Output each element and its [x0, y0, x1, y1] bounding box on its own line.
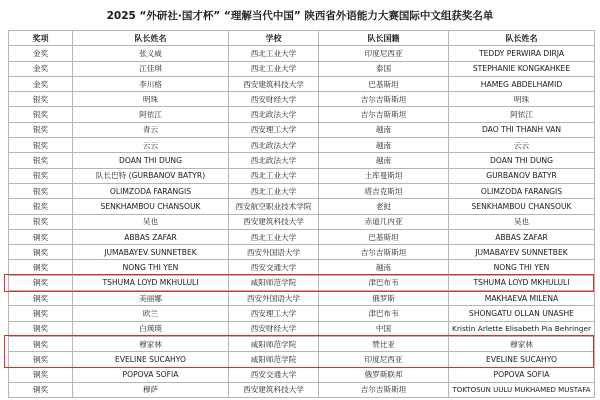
table-row [9, 275, 595, 290]
captain-name-alt-cell: 阿依江 [449, 107, 595, 122]
table-row [9, 306, 595, 321]
header-school: 学校 [229, 31, 319, 46]
captain-name-cell: 张义威 [73, 46, 229, 61]
captain-name-alt-cell: HAMEG ABDELHAMID [449, 76, 595, 91]
nationality-cell: 巴基斯坦 [319, 76, 449, 91]
captain-name-alt-cell: 云云 [449, 138, 595, 153]
table-row [9, 229, 595, 244]
header-captain-name: 队长姓名 [73, 31, 229, 46]
nationality-cell: 印度尼西亚 [319, 352, 449, 367]
nationality-cell: 巴基斯坦 [319, 229, 449, 244]
table-row [9, 122, 595, 137]
header-captain-name-alt: 队长姓名 [449, 31, 595, 46]
award-cell: 银奖 [9, 138, 73, 153]
captain-name-alt-cell: SENKHAMBOU CHANSOUK [449, 199, 595, 214]
school-cell: 西安理工大学 [229, 306, 319, 321]
school-cell: 西北政法大学 [229, 153, 319, 168]
captain-name-alt-cell: NONG THI YEN [449, 260, 595, 275]
school-cell: 咸阳师范学院 [229, 336, 319, 351]
nationality-cell: 俄罗斯 [319, 291, 449, 306]
award-cell: 铜奖 [9, 336, 73, 351]
document-title: 2025 “外研社·国才杯” “理解当代中国” 陕西省外语能力大赛国际中文组获奖名单 [106, 10, 494, 22]
captain-name-cell: 青云 [73, 122, 229, 137]
school-cell: 西安航空职业技术学院 [229, 199, 319, 214]
nationality-cell: 津巴布韦 [319, 306, 449, 321]
table-row [9, 291, 595, 306]
table-row [9, 46, 595, 61]
nationality-cell: 吉尔吉斯斯坦 [319, 92, 449, 107]
award-table [8, 30, 595, 398]
award-cell: 银奖 [9, 199, 73, 214]
table-row [9, 168, 595, 183]
captain-name-alt-cell: DAO THI THANH VAN [449, 122, 595, 137]
nationality-cell: 印度尼西亚 [319, 46, 449, 61]
school-cell: 西北政法大学 [229, 138, 319, 153]
school-cell: 咸阳师范学院 [229, 352, 319, 367]
captain-name-alt-cell: 穆家林 [449, 336, 595, 351]
nationality-cell: 土库曼斯坦 [319, 168, 449, 183]
table-row [9, 183, 595, 198]
captain-name-cell: 阿依江 [73, 107, 229, 122]
award-cell: 银奖 [9, 168, 73, 183]
table-body [9, 46, 595, 398]
school-cell: 咸阳师范学院 [229, 275, 319, 290]
award-cell: 铜奖 [9, 367, 73, 382]
table-row [9, 352, 595, 367]
award-cell: 金奖 [9, 61, 73, 76]
award-cell: 铜奖 [9, 229, 73, 244]
header-nationality: 队长国籍 [319, 31, 449, 46]
table-row [9, 76, 595, 91]
captain-name-alt-cell: 吴也 [449, 214, 595, 229]
captain-name-cell: NONG THI YEN [73, 260, 229, 275]
table-row [9, 367, 595, 382]
award-cell: 金奖 [9, 46, 73, 61]
award-cell: 铜奖 [9, 382, 73, 397]
captain-name-alt-cell: TOKTOSUN UULU MUKHAMED MUSTAFA [449, 382, 595, 397]
nationality-cell: 老挝 [319, 199, 449, 214]
nationality-cell: 吉尔吉斯斯坦 [319, 245, 449, 260]
captain-name-cell: 江佳琪 [73, 61, 229, 76]
award-cell: 银奖 [9, 107, 73, 122]
school-cell: 西安理工大学 [229, 122, 319, 137]
award-cell: 铜奖 [9, 291, 73, 306]
captain-name-cell: 队长巴特 (GURBANOV BATYR) [73, 168, 229, 183]
captain-name-alt-cell: GURBANOV BATYR [449, 168, 595, 183]
nationality-cell: 吉尔吉斯斯坦 [319, 107, 449, 122]
table-row [9, 321, 595, 336]
captain-name-cell: POPOVA SOFIA [73, 367, 229, 382]
nationality-cell: 赤道几内亚 [319, 214, 449, 229]
award-cell: 铜奖 [9, 260, 73, 275]
school-cell: 西北工业大学 [229, 229, 319, 244]
nationality-cell: 越南 [319, 153, 449, 168]
school-cell: 西安建筑科技大学 [229, 382, 319, 397]
school-cell: 西安建筑科技大学 [229, 214, 319, 229]
nationality-cell: 俄罗斯联邦 [319, 367, 449, 382]
captain-name-cell: 美丽娜 [73, 291, 229, 306]
captain-name-cell: TSHUMA LOYD MKHULULI [73, 275, 229, 290]
captain-name-alt-cell: MAKHAEVA MILENA [449, 291, 595, 306]
school-cell: 西北工业大学 [229, 183, 319, 198]
table-row [9, 61, 595, 76]
captain-name-cell: JUMABAYEV SUNNETBEK [73, 245, 229, 260]
captain-name-cell: 穆家林 [73, 336, 229, 351]
school-cell: 西安财经大学 [229, 321, 319, 336]
school-cell: 西安交通大学 [229, 367, 319, 382]
captain-name-alt-cell: DOAN THI DUNG [449, 153, 595, 168]
nationality-cell: 塔吉克斯坦 [319, 183, 449, 198]
captain-name-cell: 李川格 [73, 76, 229, 91]
captain-name-cell: 云云 [73, 138, 229, 153]
captain-name-cell: 欧兰 [73, 306, 229, 321]
table-header-row [9, 31, 595, 46]
nationality-cell: 津巴布韦 [319, 275, 449, 290]
table-row [9, 245, 595, 260]
captain-name-alt-cell: POPOVA SOFIA [449, 367, 595, 382]
captain-name-alt-cell: Kristin Arlette Elisabeth Pia Behringer [449, 321, 595, 336]
captain-name-alt-cell: TEDDY PERWIRA DIRJA [449, 46, 595, 61]
school-cell: 西安财经大学 [229, 92, 319, 107]
table-row [9, 382, 595, 397]
school-cell: 西安外国语大学 [229, 245, 319, 260]
award-cell: 银奖 [9, 153, 73, 168]
nationality-cell: 泰国 [319, 61, 449, 76]
captain-name-cell: SENKHAMBOU CHANSOUK [73, 199, 229, 214]
nationality-cell: 越南 [319, 122, 449, 137]
award-cell: 铜奖 [9, 352, 73, 367]
captain-name-alt-cell: ABBAS ZAFAR [449, 229, 595, 244]
award-cell: 银奖 [9, 92, 73, 107]
nationality-cell: 赞比亚 [319, 336, 449, 351]
school-cell: 西北工业大学 [229, 46, 319, 61]
captain-name-alt-cell: EVELINE SUCAHYO [449, 352, 595, 367]
nationality-cell: 吉尔吉斯斯坦 [319, 382, 449, 397]
table-row [9, 107, 595, 122]
table-row [9, 199, 595, 214]
table-row [9, 138, 595, 153]
table-row [9, 92, 595, 107]
captain-name-cell: ABBAS ZAFAR [73, 229, 229, 244]
captain-name-alt-cell: TSHUMA LOYD MKHULULI [449, 275, 595, 290]
award-cell: 银奖 [9, 183, 73, 198]
captain-name-cell: OLIMZODA FARANGIS [73, 183, 229, 198]
header-award: 奖项 [9, 31, 73, 46]
captain-name-cell: EVELINE SUCAHYO [73, 352, 229, 367]
nationality-cell: 越南 [319, 138, 449, 153]
captain-name-cell: DOAN THI DUNG [73, 153, 229, 168]
captain-name-cell: 白瑛瑛 [73, 321, 229, 336]
school-cell: 西北政法大学 [229, 107, 319, 122]
table-row [9, 260, 595, 275]
captain-name-alt-cell: JUMABAYEV SUNNETBEK [449, 245, 595, 260]
award-cell: 铜奖 [9, 275, 73, 290]
captain-name-cell: 吴也 [73, 214, 229, 229]
award-cell: 铜奖 [9, 245, 73, 260]
school-cell: 西安交通大学 [229, 260, 319, 275]
table-row [9, 336, 595, 351]
school-cell: 西北工业大学 [229, 168, 319, 183]
award-cell: 铜奖 [9, 321, 73, 336]
captain-name-cell: 明珠 [73, 92, 229, 107]
captain-name-alt-cell: OLIMZODA FARANGIS [449, 183, 595, 198]
nationality-cell: 越南 [319, 260, 449, 275]
award-cell: 银奖 [9, 214, 73, 229]
nationality-cell: 中国 [319, 321, 449, 336]
captain-name-alt-cell: STEPHANIE KONGKAHKEE [449, 61, 595, 76]
school-cell: 西安建筑科技大学 [229, 76, 319, 91]
table-row [9, 153, 595, 168]
captain-name-alt-cell: 明珠 [449, 92, 595, 107]
school-cell: 西安外国语大学 [229, 291, 319, 306]
captain-name-alt-cell: SHONGATU OLLAN UNASHE [449, 306, 595, 321]
award-cell: 铜奖 [9, 306, 73, 321]
award-cell: 银奖 [9, 122, 73, 137]
table-row [9, 214, 595, 229]
captain-name-cell: 穆萨 [73, 382, 229, 397]
award-cell: 金奖 [9, 76, 73, 91]
school-cell: 西北工业大学 [229, 61, 319, 76]
